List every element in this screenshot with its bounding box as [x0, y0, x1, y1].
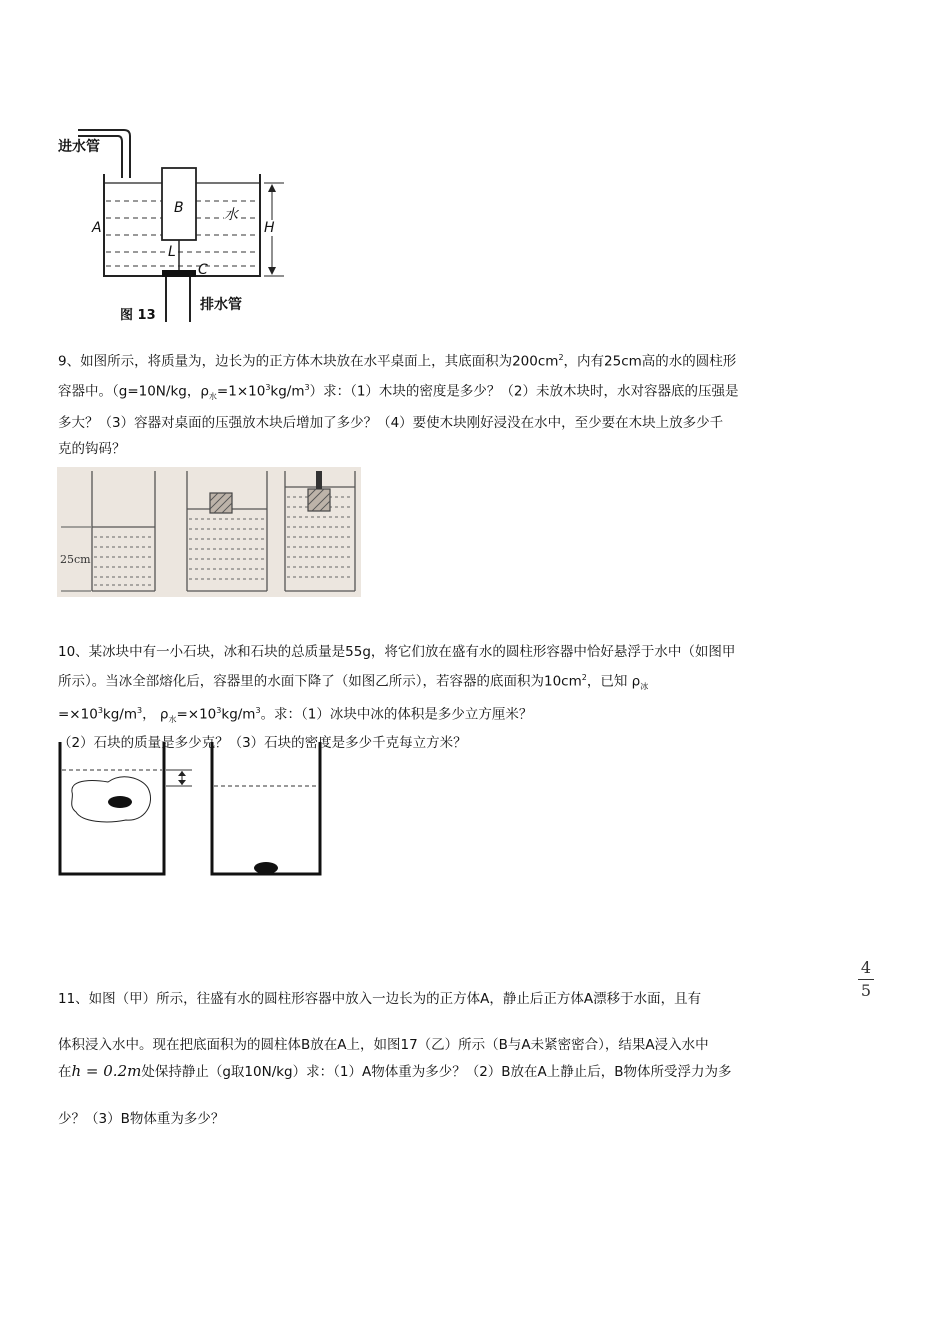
inlet-label: 进水管: [58, 139, 100, 155]
fraction-bar: [858, 979, 874, 980]
figure-13: [58, 126, 298, 326]
stopper-label-c: C: [198, 262, 208, 278]
question-11-line-4: 少？（3）B物体重为多少？: [58, 1111, 225, 1127]
question-10: [58, 639, 898, 755]
question-11-line-3: 在h = 0.2m处保持静止（g取10N/kg）求：（1）A物体重为多少？（2）B放在A上静止后，B物体所受浮力为多: [58, 1062, 732, 1080]
q10-line-3: $=\times 10^3kg/m^3$， $\rho_水=\times 10^3kg/m^3$。求：（1）冰块中冰的体积是多少立方厘米？: [58, 706, 533, 725]
q9-figure-drawing: [57, 467, 361, 597]
fraction-numerator: 4: [860, 958, 872, 977]
h-expression: h = 0.2m: [71, 1062, 142, 1080]
q9-height-label: 25cm: [60, 553, 91, 566]
q10-line-2: 所示）。当冰全部熔化后，容器里的水面下降了（如图乙所示），若容器的底面积为$10cm^2$，已知 $\rho_冰$: [58, 673, 649, 692]
q10-line-4: （2）石块的质量是多少克？（3）石块的密度是多少千克每立方米？: [58, 735, 467, 752]
drain-label: 排水管: [200, 297, 242, 313]
float-label-b: B: [174, 200, 184, 216]
question-9: [58, 345, 898, 462]
question-11-line-2: 体积浸入水中。现在把底面积为的圆柱体B放在A上，如图17（乙）所示（B与A未紧密密合），结果A浸入水中: [58, 1037, 709, 1053]
fraction-denominator: 5: [860, 981, 872, 1000]
figure-caption: 图 13: [120, 308, 156, 323]
q10-line-1: 10、某冰块中有一小石块，冰和石块的总质量是55g，将它们放在盛有水的圆柱形容器中恰好悬浮于水中（如图甲: [58, 644, 736, 660]
q9-line-3: 多大？（3）容器对桌面的压强放木块后增加了多少？（4）要使木块刚好浸没在水中，至少要在木块上放多少千: [58, 414, 724, 431]
q9-line-2: 容器中。（g=10N/kg，$\rho_水=1\times 10^3kg/m^3$）求：（1）木块的密度是多少？（2）未放木块时，水对容器底的压强是: [58, 382, 739, 401]
tank-label-a: A: [92, 220, 102, 236]
q10-figure: [56, 740, 326, 880]
q9-line-1: 9、如图所示，将质量为，边长为的正方体木块放在水平桌面上，其底面积为$200cm^2$，内有25cm高的水的圆柱形: [58, 353, 737, 370]
q10-figure-drawing: [56, 740, 326, 880]
q9-figure: [57, 467, 361, 597]
height-label-h: H: [264, 220, 275, 236]
water-label: 水: [224, 204, 238, 224]
q9-line-4: 克的钩码？: [58, 440, 126, 457]
question-11-line-1: 11、如图（甲）所示，往盛有水的圆柱形容器中放入一边长为的正方体A，静止后正方体A漂移于水面，且有: [58, 991, 702, 1007]
rod-label-l: L: [168, 244, 176, 260]
